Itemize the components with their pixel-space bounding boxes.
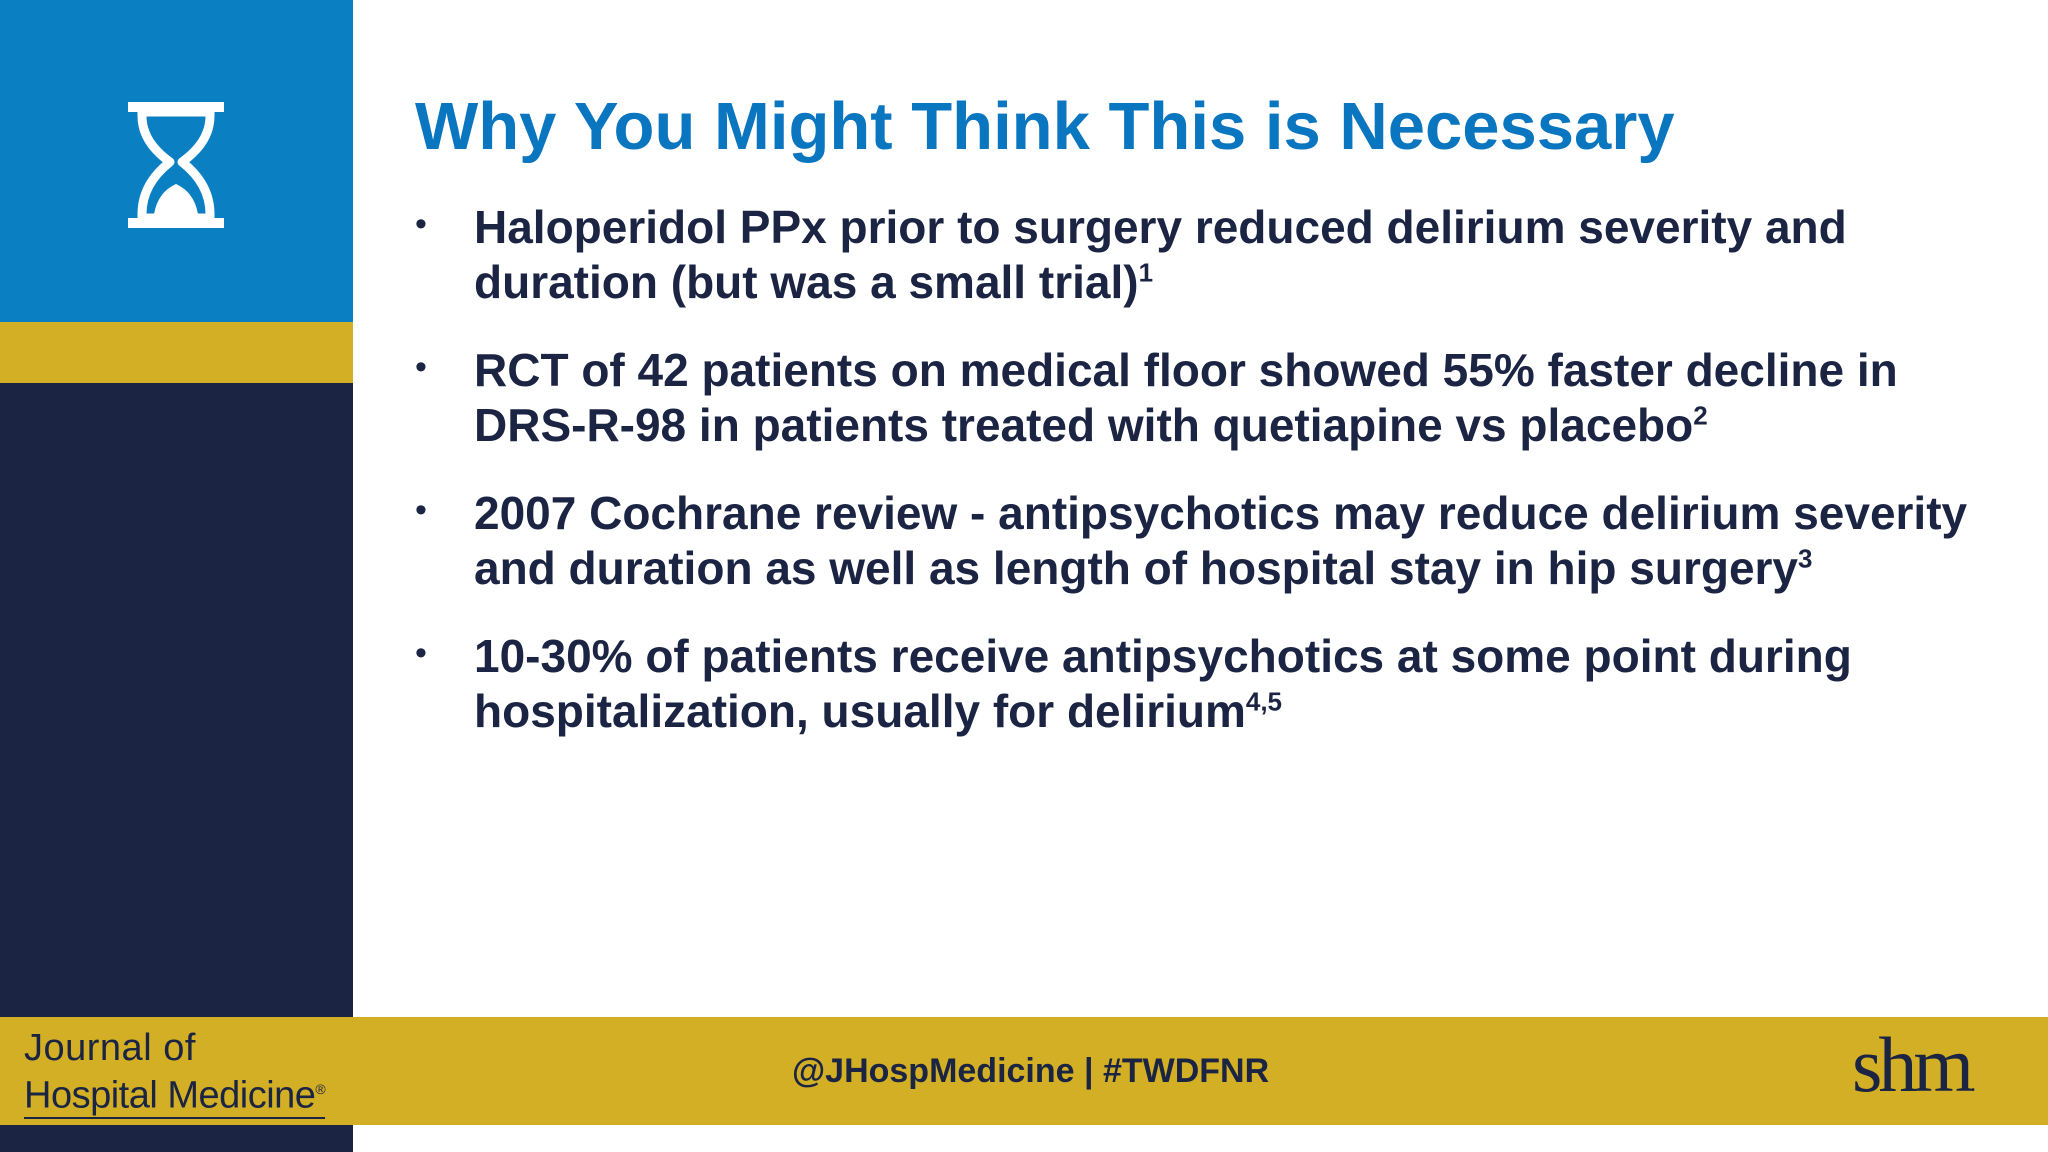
bullet-item: [415, 200, 1995, 310]
sidebar-bottom-strip: [0, 1125, 353, 1152]
journal-logo-name: Hospital Medicine: [24, 1074, 316, 1117]
footer-bottom-strip: [353, 1125, 2048, 1152]
bullet-text-body: Haloperidol PPx prior to surgery reduced delirium severity and duration (but was a small trial): [474, 201, 1847, 308]
bullet-dot: •: [415, 491, 427, 529]
shm-logo-dot: .: [1970, 1071, 1977, 1097]
sidebar: [0, 0, 353, 1152]
shm-logo: [1852, 1020, 1976, 1110]
journal-logo: [24, 1028, 354, 1119]
bullet-text: [474, 629, 1995, 739]
citation-ref: 2: [1693, 400, 1708, 431]
bullet-list: [415, 200, 1995, 772]
citation-ref: 1: [1138, 257, 1154, 288]
bullet-text-body: 10-30% of patients receive antipsychotics at some point during hospitalization, usually for delirium: [474, 630, 1852, 737]
bullet-text: [474, 200, 1995, 310]
bullet-item: [415, 343, 1995, 453]
bullet-dot: •: [415, 205, 427, 243]
shm-logo-text: shm: [1852, 1021, 1971, 1108]
bullet-item: [415, 486, 1995, 596]
sidebar-gold-band: [0, 322, 353, 383]
bullet-item: [415, 629, 1995, 739]
slide-title: Why You Might Think This is Necessary: [415, 89, 1675, 164]
bullet-dot: •: [415, 634, 427, 672]
hourglass-icon: [128, 102, 224, 228]
bullet-text: [474, 343, 1995, 453]
sidebar-blue-panel: [0, 0, 353, 322]
journal-logo-line2: [24, 1068, 325, 1119]
registered-mark-icon: ®: [315, 1081, 326, 1097]
citation-ref: 3: [1798, 543, 1813, 574]
bullet-text: [474, 486, 1995, 596]
journal-logo-line1: Journal of: [24, 1027, 196, 1069]
social-handle: @JHospMedicine | #TWDFNR: [792, 1052, 1270, 1090]
bullet-text-body: RCT of 42 patients on medical floor showed 55% faster decline in DRS-R-98 in patients treated with quetiapine vs placebo: [474, 344, 1898, 451]
bullet-text-body: 2007 Cochrane review - antipsychotics may reduce delirium severity and duration as well as length of hospital stay in hip surgery: [474, 487, 1968, 594]
citation-ref: 4,5: [1245, 686, 1283, 717]
bullet-dot: •: [415, 348, 427, 386]
